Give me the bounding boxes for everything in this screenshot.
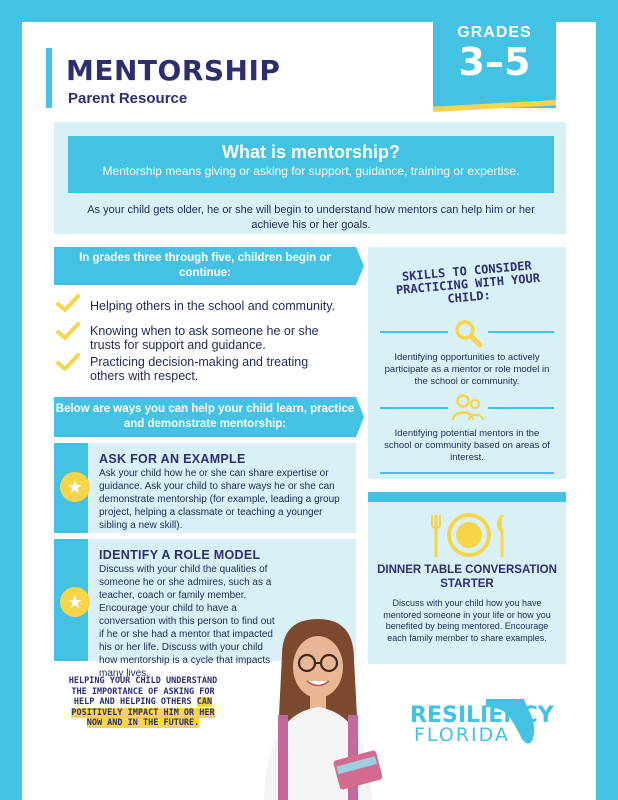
child-with-books-photo (252, 615, 382, 800)
grades-label: GRADES (457, 24, 532, 41)
grades-heading-band: In grades three through five, children begin or continue: (54, 247, 356, 285)
checkmark-icon (56, 352, 80, 372)
title-accent-bar (46, 48, 52, 108)
place-setting-icon (430, 512, 508, 558)
tip-card-title: ASK FOR AN EXAMPLE (99, 452, 246, 466)
tip-card-title: IDENTIFY A ROLE MODEL (99, 548, 261, 562)
checkmark-icon (56, 293, 80, 313)
footer-note (62, 676, 224, 729)
checklist-item: Knowing when to ask someone he or she trusts for support and guidance. (90, 324, 319, 352)
page-subtitle: Parent Resource (68, 90, 188, 107)
dinner-panel-bar (368, 492, 566, 502)
divider (380, 407, 448, 409)
skill-item: Identifying opportunities to actively participate as a mentor or role model in the school or community. (384, 352, 550, 387)
ways-heading-band: Below are ways you can help your child learn, practice and demonstrate mentorship: (54, 397, 356, 437)
skill-item: Identifying potential mentors in the school or community based on areas of interest. (384, 428, 550, 463)
mentorship-description: As your child gets older, he or she will begin to understand how mentors can help him or her achieve his or her goals. (87, 204, 535, 231)
divider (380, 331, 448, 333)
page-title: MENTORSHIP (66, 54, 281, 87)
skills-title: SKILLS TO CONSIDER PRACTICING WITH YOUR CHILD: (395, 258, 541, 306)
grades-range: 3–5 (458, 40, 531, 84)
divider (380, 472, 554, 474)
tip-card-text: Discuss with your child the qualities of someone he or she admires, such as a teacher, coach or family member. Encourage your child to have a conversation with this person to find out if he or she had a mentor that impacted his or her life. Discuss with your child how mentorship is a cycle that impacts many lives. (99, 564, 275, 679)
magnifier-icon (453, 318, 483, 348)
divider (488, 407, 554, 409)
checklist-item: Helping others in the school and community. (90, 299, 336, 313)
star-icon: ★ (60, 472, 90, 502)
mentorship-definition: Mentorship means giving or asking for support, guidance, training or expertise. (102, 164, 520, 178)
checklist-item: Practicing decision-making and treating others with respect. (90, 355, 309, 383)
divider (488, 331, 554, 333)
star-icon: ★ (60, 587, 90, 617)
people-icon (451, 392, 485, 422)
dinner-title: DINNER TABLE CONVERSATION STARTER (377, 564, 557, 590)
logo-resiliency: RESILIENCY (410, 703, 554, 728)
tip-card-text: Ask your child how he or she can share expertise or guidance. Ask your child to share ways he or she can demonstrate mentorship (for example, leading a group project, helping a classmate or teaching a younger sibling a new skill). (99, 468, 340, 531)
what-is-mentorship-title: What is mentorship? (221, 142, 400, 162)
checkmark-icon (56, 321, 80, 341)
footer-note-highlight: CAN POSITIVELY IMPACT HIM OR HER NOW AND IN THE FUTURE. (71, 697, 215, 728)
dinner-text: Discuss with your child how you have mentored someone in your life or how you benefited by being mentored. Encourage each family member to share examples. (383, 598, 551, 643)
footer-note-text: HELPING YOUR CHILD UNDERSTAND THE IMPORTANCE OF ASKING FOR HELP AND HELPING OTHERS (68, 676, 218, 707)
logo-florida: FLORIDA (414, 724, 510, 746)
